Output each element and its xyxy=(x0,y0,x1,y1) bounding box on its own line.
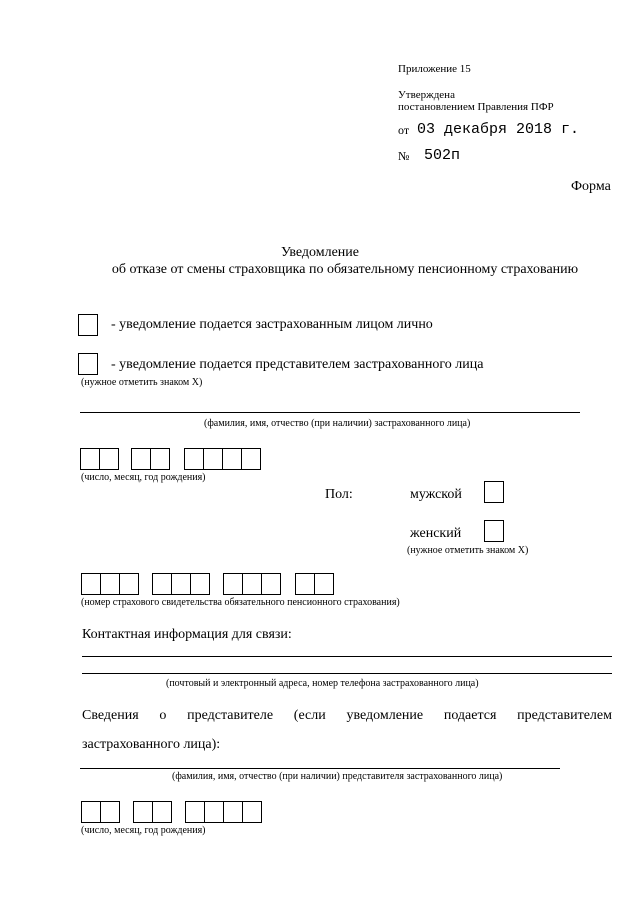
representative-heading-cont: застрахованного лица): xyxy=(82,737,221,752)
approved-label: Утверждена xyxy=(398,89,455,101)
document-subtitle: об отказе от смены страховщика по обязательному пенсионному страхованию xyxy=(111,262,579,277)
document-title: Уведомление xyxy=(280,245,359,260)
contact-line-1[interactable] xyxy=(82,656,612,657)
gender-label: Пол: xyxy=(325,487,353,502)
options-hint: (нужное отметить знаком Х) xyxy=(81,377,203,388)
decree-date: 03 декабря 2018 г. xyxy=(417,121,580,138)
number-prefix: № xyxy=(398,149,410,163)
appendix-number: Приложение 15 xyxy=(398,63,471,75)
option-representative-label: - уведомление подается представителем застрахованного лица xyxy=(111,357,484,372)
gender-hint: (нужное отметить знаком Х) xyxy=(407,545,529,556)
checkbox-personal[interactable] xyxy=(78,314,98,336)
checkbox-female[interactable] xyxy=(484,520,504,542)
representative-birth-caption: (число, месяц, год рождения) xyxy=(81,825,206,836)
contact-heading: Контактная информация для связи: xyxy=(82,627,292,642)
insured-birth-caption: (число, месяц, год рождения) xyxy=(81,472,206,483)
gender-female-label: женский xyxy=(410,526,462,541)
contact-line-2[interactable] xyxy=(82,673,612,674)
insured-name-line[interactable] xyxy=(80,412,580,413)
date-prefix: от xyxy=(398,123,410,137)
insured-name-caption: (фамилия, имя, отчество (при наличии) застрахованного лица) xyxy=(204,418,471,429)
contact-caption: (почтовый и электронный адреса, номер телефона застрахованного лица) xyxy=(166,678,479,689)
checkbox-representative[interactable] xyxy=(78,353,98,375)
snils-caption: (номер страхового свидетельства обязательного пенсионного страхования) xyxy=(81,597,400,608)
form-label: Форма xyxy=(571,179,611,194)
option-personal-label: - уведомление подается застрахованным лицом лично xyxy=(111,317,433,332)
gender-male-label: мужской xyxy=(410,487,462,502)
decree-label: постановлением Правления ПФР xyxy=(398,101,554,113)
representative-name-line[interactable] xyxy=(80,768,560,769)
representative-heading: Сведения о представителе (если уведомление подается представителем xyxy=(82,708,612,723)
decree-number: 502п xyxy=(424,147,461,164)
representative-name-caption: (фамилия, имя, отчество (при наличии) представителя застрахованного лица) xyxy=(172,771,503,782)
checkbox-male[interactable] xyxy=(484,481,504,503)
